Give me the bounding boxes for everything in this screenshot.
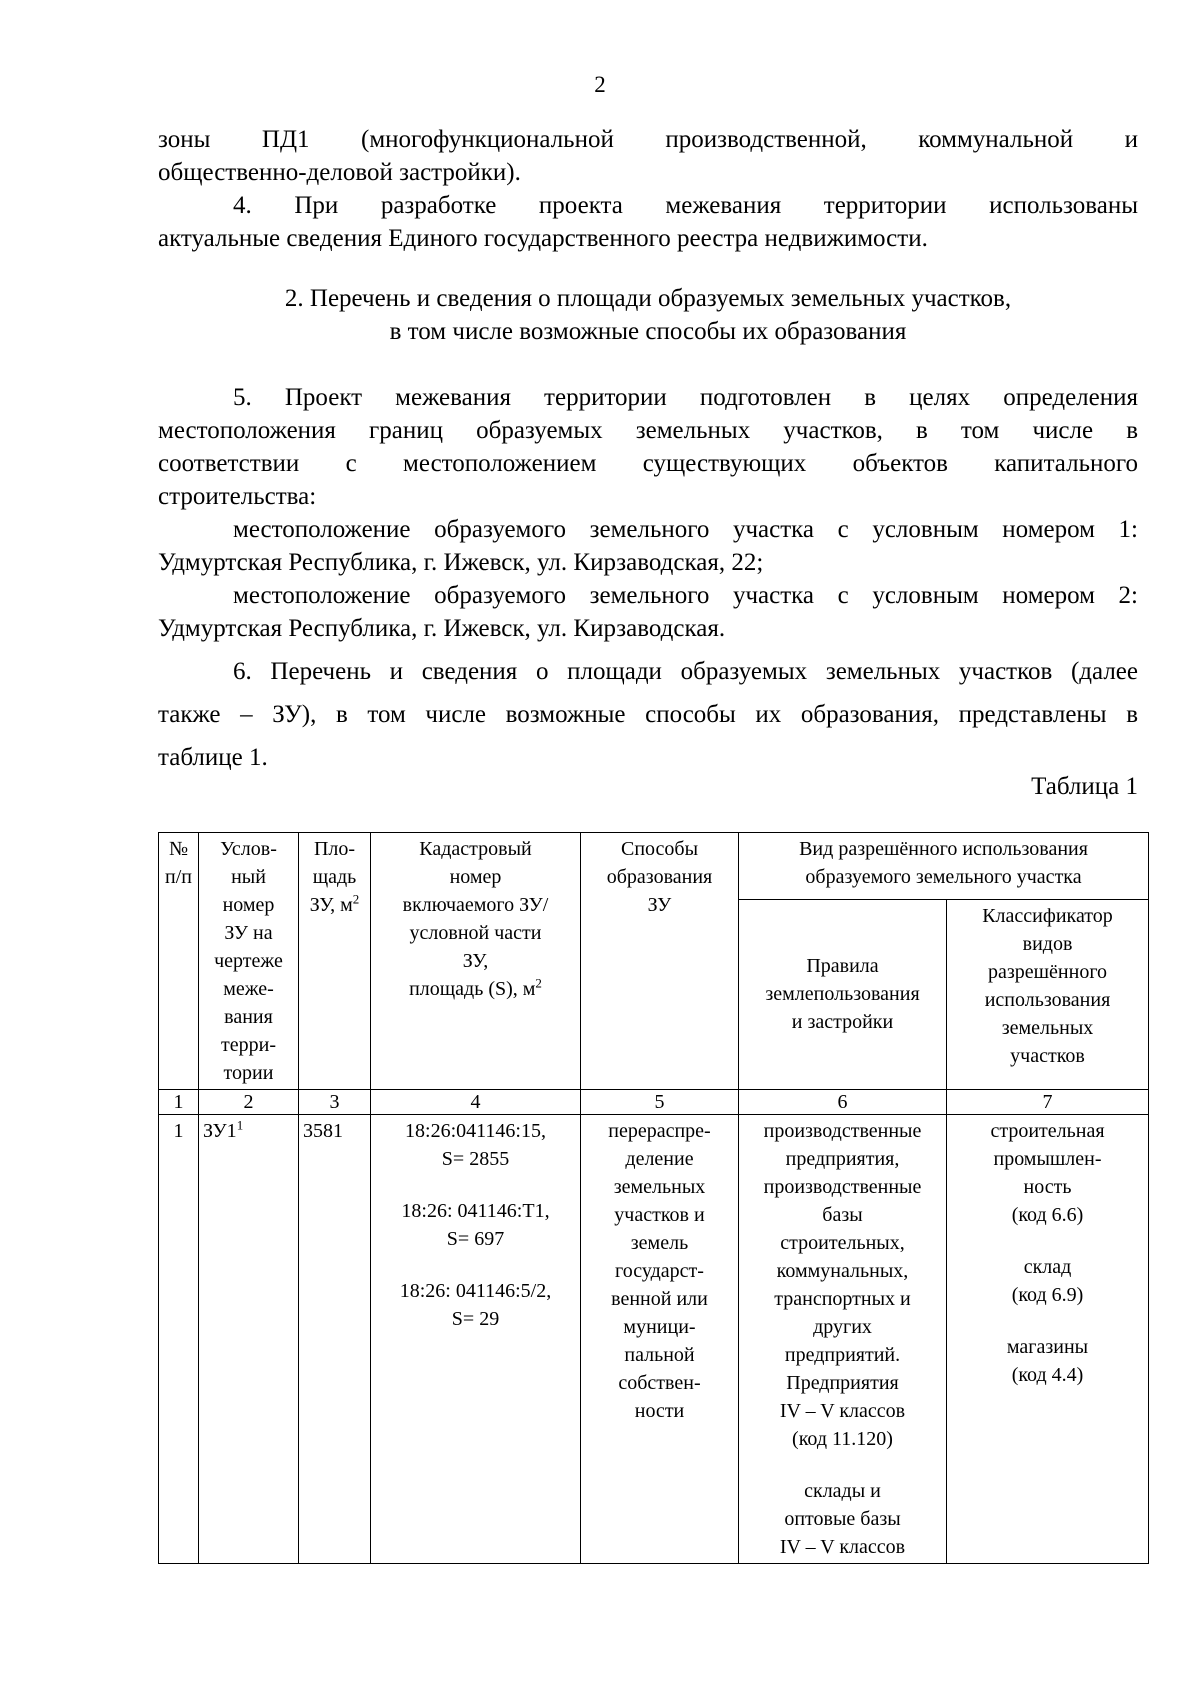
header-permitted-use-group: Вид разрешённого использования образуемого земельного участка bbox=[739, 833, 1149, 900]
section-title-line-2: в том числе возможные способы их образования bbox=[389, 318, 907, 345]
table-caption: Таблица 1 bbox=[1031, 773, 1138, 800]
location-1-line-1: местоположение образуемого земельного участка с условным номером 1: bbox=[233, 516, 1138, 543]
table-row bbox=[159, 1115, 1149, 1564]
land-plots-table bbox=[158, 832, 1149, 1564]
location-2-line-2: Удмуртская Республика, г. Ижевск, ул. Кирзаводская. bbox=[158, 615, 726, 642]
header-area: Пло- щадь ЗУ, $м^2$ bbox=[299, 833, 371, 1090]
paragraph-5-line-1: 5. Проект межевания территории подготовлен в целях определения bbox=[233, 384, 1138, 411]
header-conditional-number: Услов- ный номер ЗУ на чертеже меже- вания терри- тории bbox=[199, 833, 299, 1090]
column-number: 6 bbox=[739, 1090, 947, 1115]
column-number: 4 bbox=[371, 1090, 581, 1115]
section-title-line-1: 2. Перечень и сведения о площади образуемых земельных участков, bbox=[284, 285, 1012, 312]
page-number: 2 bbox=[594, 72, 606, 97]
row-zu-number: $ЗУ1^1$ bbox=[199, 1115, 299, 1564]
row-formation-method: перераспре- деление земельных участков и земель государст- венной или муници- пальной собствен- ности bbox=[581, 1115, 739, 1564]
row-area: 3581 bbox=[299, 1115, 371, 1564]
column-number: 2 bbox=[199, 1090, 299, 1115]
column-number: 1 bbox=[159, 1090, 199, 1115]
header-number: № п/п bbox=[159, 833, 199, 1090]
location-2-line-1: местоположение образуемого земельного участка с условным номером 2: bbox=[233, 582, 1138, 609]
paragraph-5-line-3: соответствии с местоположением существующих объектов капитального bbox=[158, 450, 1138, 477]
row-land-use-rules: производственные предприятия, производственные базы строительных, коммунальных, транспортных и других предприятий. Предприятия IV – V классов (код 11.120) склады и оптовые базы IV – V классов bbox=[739, 1115, 947, 1564]
header-formation-methods: Способы образования ЗУ bbox=[581, 833, 739, 1090]
paragraph-5-line-2: местоположения границ образуемых земельных участков, в том числе в bbox=[158, 417, 1138, 444]
paragraph-6-line-1: 6. Перечень и сведения о площади образуемых земельных участков (далее bbox=[233, 658, 1138, 685]
column-number-row bbox=[159, 1090, 1149, 1115]
row-number: 1 bbox=[159, 1115, 199, 1564]
paragraph-4-line-2: актуальные сведения Единого государственного реестра недвижимости. bbox=[158, 225, 928, 252]
paragraph-5-line-4: строительства: bbox=[158, 483, 317, 510]
paragraph-3-line-2: общественно-деловой застройки). bbox=[158, 159, 521, 186]
paragraph-3-line-1: зоны ПД1 (многофункциональной производственной, коммунальной и bbox=[158, 126, 1138, 153]
paragraph-4-line-1: 4. При разработке проекта межевания территории использованы bbox=[233, 192, 1138, 219]
header-classifier: Классификатор видов разрешённого использования земельных участков bbox=[947, 899, 1149, 1089]
column-number: 7 bbox=[947, 1090, 1149, 1115]
column-number: 5 bbox=[581, 1090, 739, 1115]
table-header-row-1 bbox=[159, 833, 1149, 900]
paragraph-6-line-2: также – ЗУ), в том числе возможные способы их образования, представлены в bbox=[158, 701, 1138, 728]
row-classifier: строительная промышлен- ность (код 6.6) склад (код 6.9) магазины (код 4.4) bbox=[947, 1115, 1149, 1564]
column-number: 3 bbox=[299, 1090, 371, 1115]
header-land-use-rules: Правила землепользования и застройки bbox=[739, 899, 947, 1089]
header-cadastral: Кадастровый номер включаемого ЗУ/ условной части ЗУ, площадь (S), $м^2$ bbox=[371, 833, 581, 1090]
row-cadastral: 18:26:041146:15, S= 2855 18:26: 041146:Т1, S= 697 18:26: 041146:5/2, S= 29 bbox=[371, 1115, 581, 1564]
paragraph-6-line-3: таблице 1. bbox=[158, 744, 268, 771]
location-1-line-2: Удмуртская Республика, г. Ижевск, ул. Кирзаводская, 22; bbox=[158, 549, 764, 576]
